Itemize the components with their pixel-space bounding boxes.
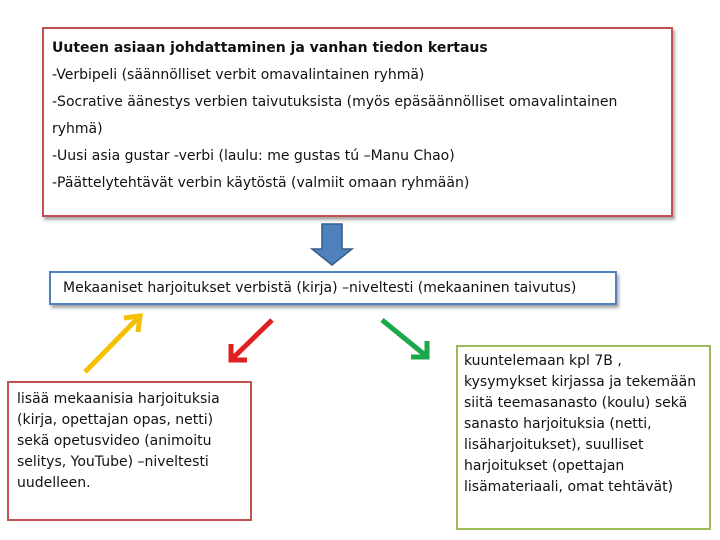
green-arrow-icon [382,320,427,357]
intro-item: -Socrative äänestys verbien taivutuksista (myös epäsäännölliset omavalintainen ryhmä) [52,94,618,137]
yellow-arrow-icon [85,316,140,372]
intro-title: Uuteen asiaan johdattaminen ja vanhan tiedon kertaus [52,40,488,56]
mechanical-exercises-box [49,271,617,305]
advanced-box [456,345,711,530]
intro-item: -Päättelytehtävät verbin käytöstä (valmiit omaan ryhmään) [52,175,470,191]
red-arrow-icon [231,320,272,360]
down-arrow-icon [312,224,352,265]
advanced-text: kuuntelemaan kpl 7B , kysymykset kirjassa ja tekemään siitä teemasanasto (koulu) sekä sanasto harjoituksia (netti, lisäharjoitukset), suulliset harjoitukset (opettajan lisämateriaali, omat tehtävät) [464,353,697,495]
remedial-text: lisää mekaanisia harjoituksia (kirja, opettajan opas, netti) sekä opetusvideo (animoitu selitys, YouTube) –niveltesti uudelleen. [17,391,220,491]
remedial-box [7,381,252,521]
mechanical-exercises-text: Mekaaniset harjoitukset verbistä (kirja) –niveltesti (mekaaninen taivutus) [63,280,577,296]
intro-item: -Uusi asia gustar -verbi (laulu: me gustas tú –Manu Chao) [52,148,455,164]
intro-item: -Verbipeli (säännölliset verbit omavalintainen ryhmä) [52,67,425,83]
